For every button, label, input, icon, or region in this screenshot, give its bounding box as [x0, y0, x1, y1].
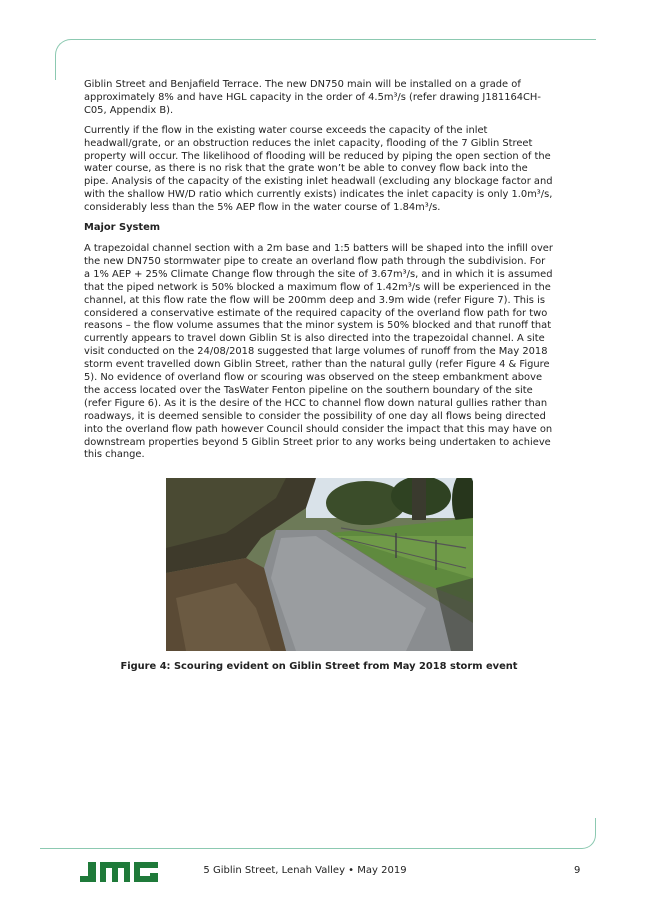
body-text	[84, 79, 554, 469]
page-number: 9	[574, 865, 581, 876]
jmg-logo-graphic	[78, 858, 160, 884]
street-scouring-photo	[166, 478, 473, 651]
paragraph-2: Currently if the flow in the existing water course exceeds the capacity of the inlet headwall/grate, or an obstruction reduces the inlet capacity, flooding of the 7 Giblin Street property will occur. The likelihood of flooding will be reduced by piping the open section of the water course, as there is no risk that the grate won’t be able to convey flow back into the pipe. Analysis of the capacity of the existing inlet headwall (excluding any blockage factor and with the shallow HW/D ratio which currently exists) indicates the inlet capacity is only 1.0m³/s, considerably less than the 5% AEP flow in the water course of 1.84m³/s.	[84, 124, 553, 214]
figure-caption: Figure 4: Scouring evident on Giblin Street from May 2018 storm event	[120, 661, 518, 672]
page-frame-bottom	[40, 818, 596, 849]
section-heading: Major System	[84, 222, 161, 234]
footer-text: 5 Giblin Street, Lenah Valley • May 2019	[203, 865, 407, 876]
paragraph-1: Giblin Street and Benjafield Terrace. The new DN750 main will be installed on a grade of approximately 8% and have HGL capacity in the order of 4.5m³/s (refer drawing J181164CH-C05, Appendix B).	[84, 79, 541, 116]
figure-photo	[166, 478, 473, 651]
jmg-logo	[78, 858, 160, 884]
page-frame-top	[55, 39, 596, 80]
paragraph-major-system: A trapezoidal channel section with a 2m base and 1:5 batters will be shaped into the infill over the new DN750 stormwater pipe to create an overland flow path through the subdivision. For a 1% AEP + 25% Climate Change flow through the site of 3.67m³/s, and in which it is assumed that the piped network is 50% blocked a maximum flow of 1.42m³/s will be experienced in the channel, at this flow rate the flow will be 200mm deep and 3.9m wide (refer Figure 7). This is considered a conservative estimate of the required capacity of the overland flow path for two reasons – the flow volume assumes that the minor system is 50% blocked and that runoff that currently appears to travel down Giblin St is also directed into the trapezoidal channel. A site visit conducted on the 24/08/2018 suggested that large volumes of runoff from the May 2018 storm event travelled down Giblin Street, rather than the natural gully (refer Figure 4 & Figure 5). No evidence of overland flow or scouring was observed on the steep embankment above the access located over the TasWater Fenton pipeline on the southern boundary of the site (refer Figure 6). As it is the desire of the HCC to channel flow down natural gullies rather than roadways, it is deemed sensible to consider the possibility of one day all flows being directed into the overland flow path however Council should consider the impact that this may have on downstream properties beyond 5 Giblin Street prior to any works being undertaken to achieve this change.	[84, 242, 553, 461]
